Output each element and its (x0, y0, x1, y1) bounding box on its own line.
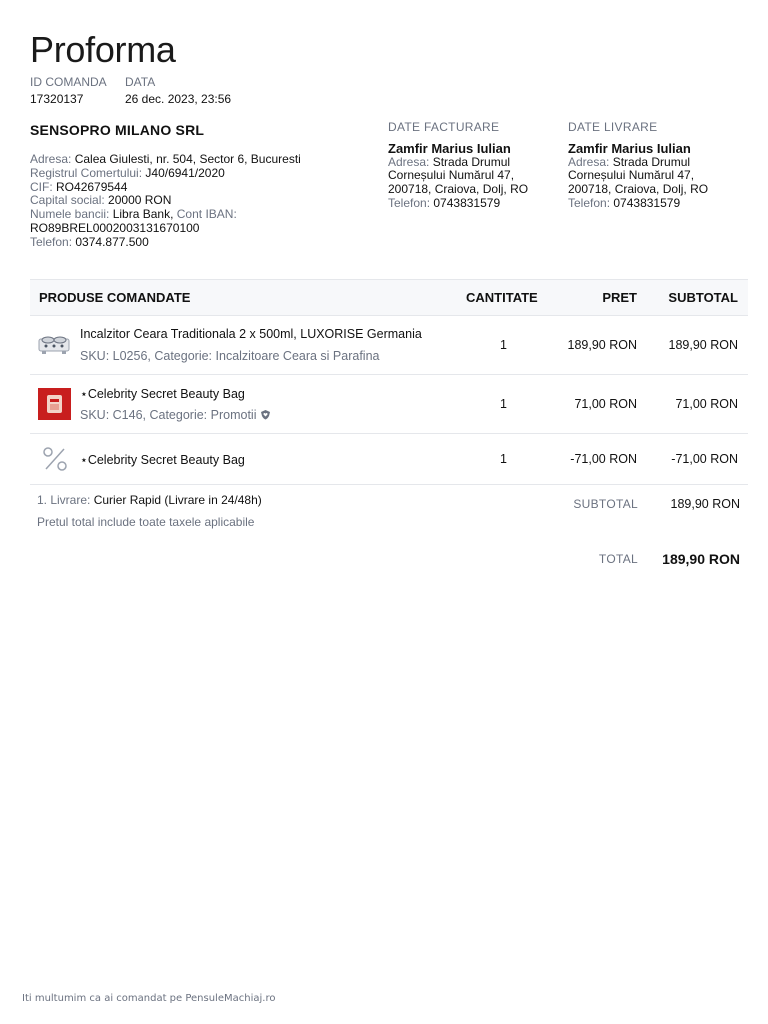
seller-cif-label: CIF: (30, 179, 53, 194)
product-category: Promotii (210, 408, 257, 422)
product-qty: 1 (500, 338, 507, 352)
order-id-label: ID COMANDA (30, 75, 107, 89)
seller-address: Calea Giulesti, nr. 504, Sector 6, Bucuresti (74, 152, 301, 166)
billing-name: Zamfir Marius Iulian (388, 140, 511, 156)
product-price: 189,90 RON (567, 338, 637, 352)
shipping-address-line2: Corneșului Numărul 47, (568, 168, 695, 183)
seller-bank-label: Numele bancii: (30, 207, 110, 222)
seller-capital: 20000 RON (108, 193, 172, 208)
order-id-value: 17320137 (30, 92, 84, 106)
shipping-address (568, 121, 738, 211)
col-quantity: CANTITATE (466, 290, 538, 305)
seller-registry-label: Registrul Comertului: (30, 165, 143, 180)
billing-phone-label: Telefon: (388, 195, 431, 210)
seller-details (30, 153, 350, 250)
product-sku (80, 408, 271, 422)
seller-address-label: Adresa: (30, 152, 72, 166)
product-subtotal: 189,90 RON (668, 338, 738, 352)
seller-registry: J40/6941/2020 (145, 165, 225, 180)
col-subtotal: SUBTOTAL (668, 290, 738, 305)
shipping-name: Zamfir Marius Iulian (568, 140, 691, 156)
seller-bank: Libra Bank, (112, 207, 174, 222)
seller-phone-label: Telefon: (30, 234, 73, 249)
shipping-phone-label: Telefon: (568, 195, 611, 210)
billing-address-line1: Strada Drumul (432, 154, 511, 169)
product-sku (80, 349, 380, 363)
subtotal-value: 189,90 RON (670, 497, 740, 511)
tax-note: Pretul total include toate taxele aplicabile (37, 515, 255, 529)
subtotal-label: SUBTOTAL (573, 497, 638, 511)
billing-phone: 0743831579 (433, 195, 501, 210)
shipping-phone: 0743831579 (613, 195, 681, 210)
table-header (30, 279, 748, 316)
shipping-address-label: Adresa: (568, 154, 610, 169)
total-label: TOTAL (598, 552, 638, 566)
delivery-method: Curier Rapid (Livrare in 24/48h) (93, 493, 262, 507)
products-table (30, 279, 748, 485)
seller-iban-label: Cont IBAN: (176, 207, 237, 222)
seller-cif: RO42679544 (56, 179, 128, 194)
billing-address-label: Adresa: (388, 154, 430, 169)
heart-shield-icon (260, 409, 271, 420)
product-qty: 1 (500, 397, 507, 411)
product-name: Incalzitor Ceara Traditionala 2 x 500ml, LUXORISE Germania (80, 327, 422, 341)
total-value: 189,90 RON (662, 551, 740, 567)
billing-address-line2: Corneșului Numărul 47, (388, 168, 515, 183)
table-row (30, 434, 748, 485)
product-price: 71,00 RON (574, 397, 637, 411)
table-row (30, 316, 748, 375)
billing-address (388, 121, 558, 211)
percent-icon (42, 446, 68, 475)
product-subtotal: 71,00 RON (675, 397, 738, 411)
product-name: ⋆Celebrity Secret Beauty Bag (80, 387, 245, 401)
page-title: Proforma (30, 29, 176, 70)
wax-heater-icon (38, 334, 70, 359)
product-sku-label: SKU: L0256, Categorie: (80, 349, 213, 363)
table-row (30, 375, 748, 434)
footer-thanks: Iti multumim ca ai comandat pe PensuleMachiaj.ro (22, 993, 276, 1004)
seller-iban: RO89BREL0002003131670100 (30, 220, 200, 235)
seller-capital-label: Capital social: (30, 193, 105, 208)
product-qty: 1 (500, 452, 507, 466)
product-price: -71,00 RON (570, 452, 637, 466)
col-products: PRODUSE COMANDATE (39, 290, 191, 305)
product-name: ⋆Celebrity Secret Beauty Bag (80, 453, 245, 467)
product-sku-label: SKU: C146, Categorie: (80, 408, 208, 422)
delivery-label: 1. Livrare: (37, 493, 91, 507)
billing-heading: DATE FACTURARE (388, 120, 500, 134)
seller-phone: 0374.877.500 (75, 234, 149, 249)
product-subtotal: -71,00 RON (671, 452, 738, 466)
date-value: 26 dec. 2023, 23:56 (125, 92, 232, 106)
billing-address-line3: 200718, Craiova, Dolj, RO (388, 182, 529, 197)
beauty-bag-icon (38, 388, 71, 423)
seller-name: SENSOPRO MILANO SRL (30, 122, 205, 138)
shipping-address-line3: 200718, Craiova, Dolj, RO (568, 182, 709, 197)
shipping-address-line1: Strada Drumul (612, 154, 691, 169)
product-category: Incalzitoare Ceara si Parafina (215, 349, 380, 363)
col-price: PRET (602, 290, 637, 305)
shipping-heading: DATE LIVRARE (568, 120, 658, 134)
date-label: DATA (125, 75, 156, 89)
delivery-info (37, 493, 262, 507)
